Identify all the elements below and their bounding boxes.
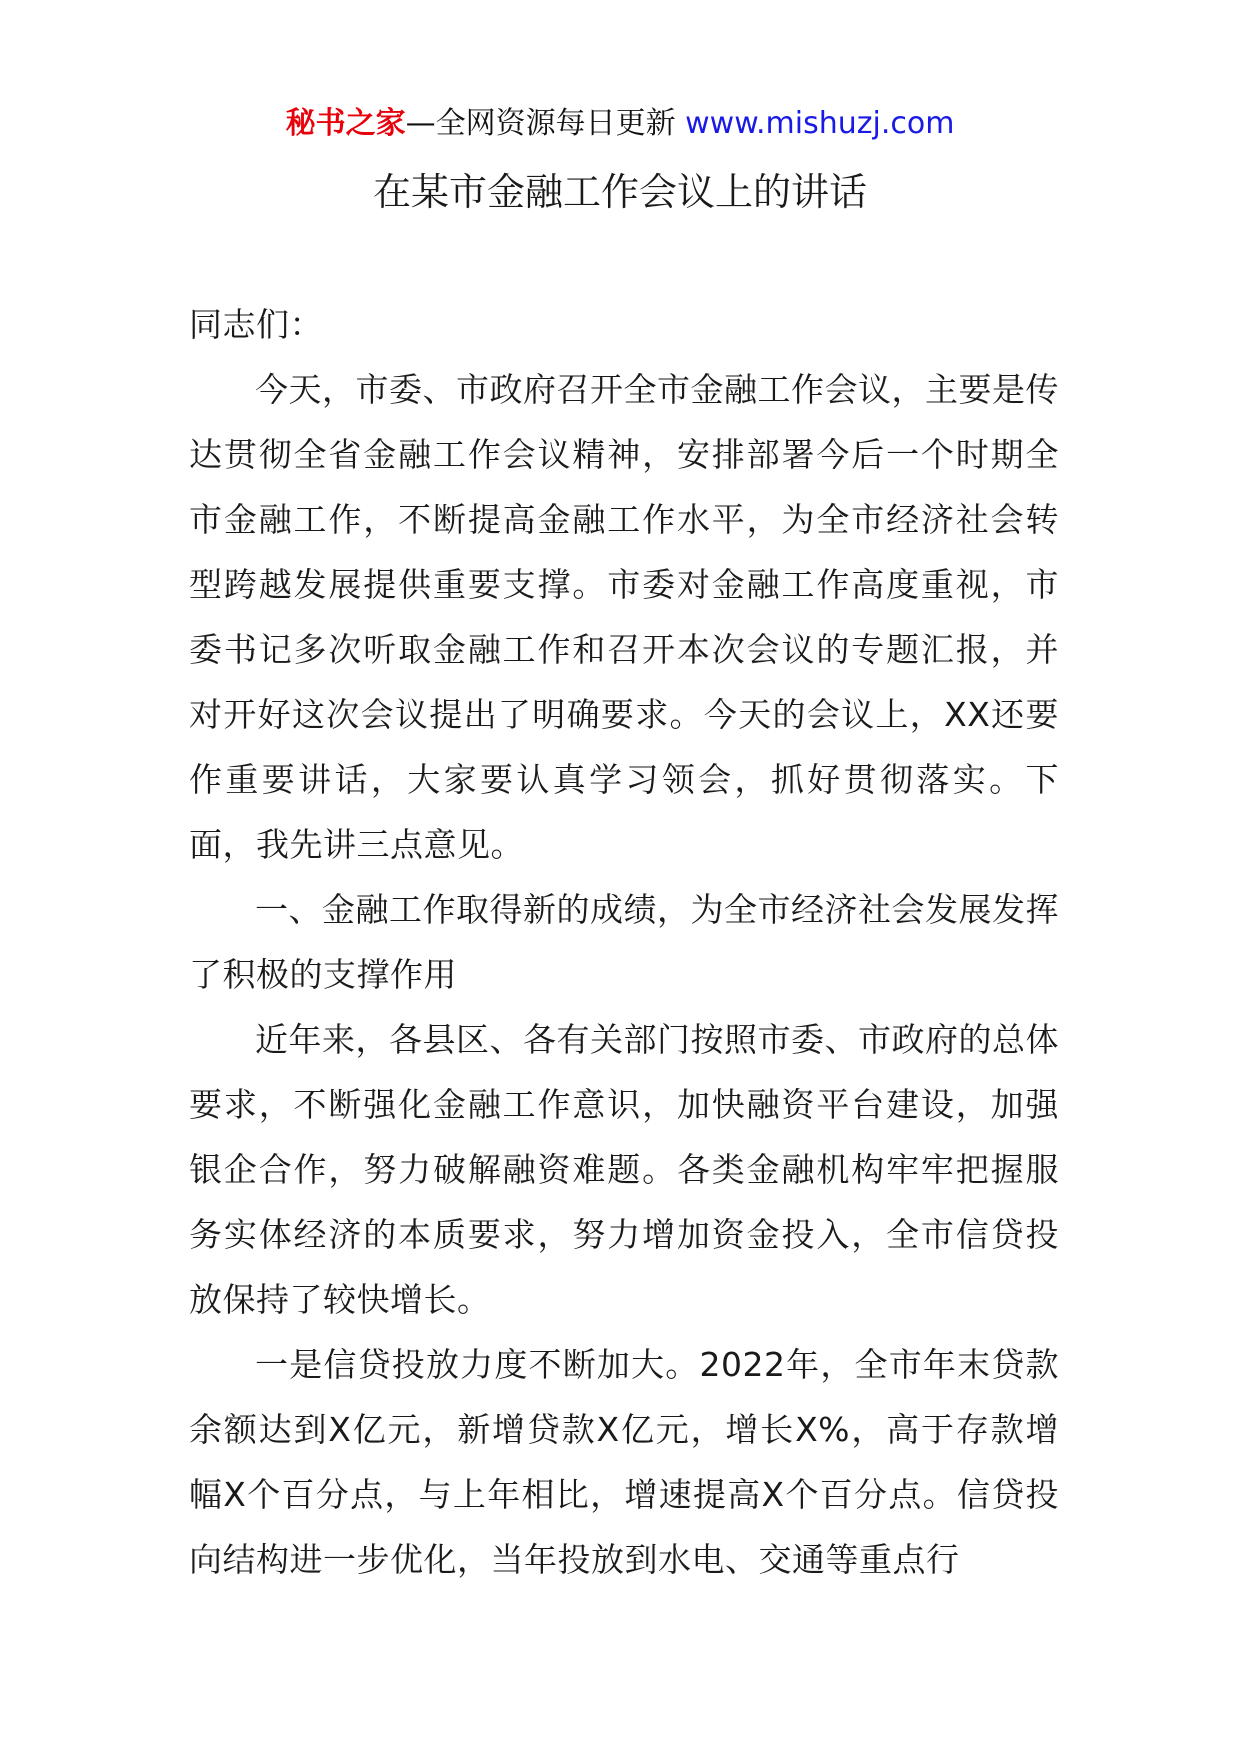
document-body bbox=[189, 292, 1059, 1592]
paragraph-overview: 近年来，各县区、各有关部门按照市委、市政府的总体要求，不断强化金融工作意识，加快融资平台建设，加强银企合作，努力破解融资难题。各类金融机构牢牢把握服务实体经济的本质要求，努力增加资金投入，全市信贷投放保持了较快增长。 bbox=[189, 1020, 1059, 1319]
site-header bbox=[0, 104, 1240, 144]
document-title: 在某市金融工作会议上的讲话 bbox=[372, 170, 867, 214]
paragraph-opening: 今天，市委、市政府召开全市金融工作会议，主要是传达贯彻全省金融工作会议精神，安排部署今后一个时期全市金融工作，不断提高金融工作水平，为全市经济社会转型跨越发展提供重要支撑。市委对金融工作高度重视，市委书记多次听取金融工作和召开本次会议的专题汇报，并对开好这次会议提出了明确要求。今天的会议上，XX还要作重要讲话，大家要认真学习领会，抓好贯彻落实。下面，我先讲三点意见。 bbox=[189, 370, 1059, 864]
section-heading-1: 一、金融工作取得新的成绩，为全市经济社会发展发挥了积极的支撑作用 bbox=[189, 890, 1059, 994]
site-tagline: —全网资源每日更新 bbox=[405, 106, 676, 141]
site-name: 秘书之家 bbox=[285, 106, 406, 141]
site-url-link[interactable]: www.mishuzj.com bbox=[685, 106, 955, 141]
salutation: 同志们： bbox=[189, 305, 323, 344]
paragraph-credit: 一是信贷投放力度不断加大。2022年，全市年末贷款余额达到X亿元，新增贷款X亿元，增长X%，高于存款增幅X个百分点，与上年相比，增速提高X个百分点。信贷投向结构进一步优化，当年投放到水电、交通等重点行 bbox=[189, 1345, 1059, 1579]
